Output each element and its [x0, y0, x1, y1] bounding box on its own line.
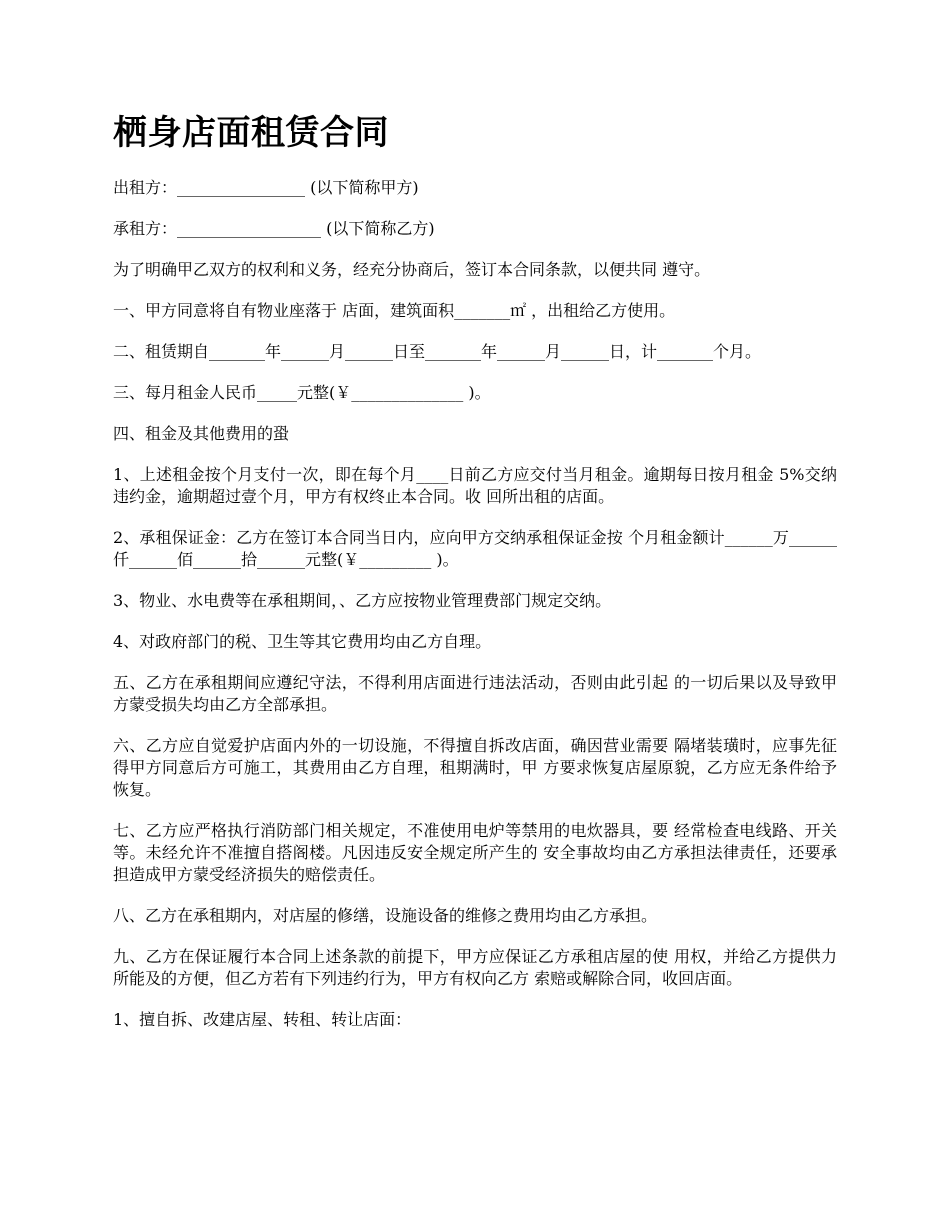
lessee-line: 承租方：__________________ (以下简称乙方) — [113, 218, 435, 238]
document-title: 栖身店面租赁合同 — [113, 113, 389, 153]
preamble: 为了明确甲乙双方的权利和义务，经充分协商后，签订本合同条款，以便共同 遵守。 — [113, 259, 711, 279]
clause-8-repairs: 八、乙方在承租期内，对店屋的修缮，设施设备的维修之费用均由乙方承担。 — [113, 905, 658, 925]
clause-5-law: 五、乙方在承租期间应遵纪守法，不得利用店面进行违法活动，否则由此引起 的一切后果以及导致甲方蒙受损失均由乙方全部承担。 — [113, 672, 837, 714]
clause-3-monthly-rent: 三、每月租金人民币_____元整(￥______________ )。 — [113, 382, 491, 402]
contract-page — [113, 112, 837, 1050]
clause-4-heading: 四、租金及其他费用的蛩 — [113, 423, 290, 443]
clause-1-premises: 一、甲方同意将自有物业座落于 店面，建筑面积_______㎡ ，出租给乙方使用。 — [113, 300, 676, 320]
clause-9-item-1: 1、擅自拆、改建店屋、转租、转让店面： — [113, 1009, 412, 1029]
clause-7-fire-safety: 七、乙方应严格执行消防部门相关规定，不准使用电炉等禁用的电炊器具，要 经常检查电线路、开关等。未经允许不准擅自搭阁楼。凡因违反安全规定所产生的 安全事故均由乙方承担法律责任，还要承担造成甲方蒙受经济损失的赔偿责任。 — [113, 820, 837, 884]
clause-4-item-1: 1、上述租金按个月支付一次，即在每个月____日前乙方应交付当月租金。逾期每日按月租金 5%交纳违约金，逾期超过壹个月，甲方有权终止本合同。收 回所出租的店面。 — [113, 464, 837, 506]
clause-6-facilities: 六、乙方应自觉爱护店面内外的一切设施，不得擅自拆改店面，确因营业需要 隔堵装璜时，应事先征得甲方同意后方可施工，其费用由乙方自理，租期满时，甲 方要求恢复店屋原貌，乙方应无条件给予恢复。 — [113, 735, 837, 799]
lessor-line: 出租方：________________ (以下简称甲方) — [113, 177, 419, 197]
clause-4-item-4: 4、对政府部门的税、卫生等其它费用均由乙方自理。 — [113, 631, 492, 651]
clause-2-lease-term: 二、租赁期自_______年______月______日至_______年______月______日，计_______个月。 — [113, 341, 762, 361]
clause-4-item-3: 3、物业、水电费等在承租期间，、乙方应按物业管理费部门规定交纳。 — [113, 590, 612, 610]
clause-4-item-2: 2、承租保证金：乙方在签订本合同当日内，应向甲方交纳承租保证金按 个月租金额计______万______仟______佰______拾______元整(￥_________ )。 — [113, 527, 837, 569]
clause-9-rights: 九、乙方在保证履行本合同上述条款的前提下，甲方应保证乙方承租店屋的使 用权，并给乙方提供力所能及的方便，但乙方若有下列违约行为，甲方有权向乙方 索赔或解除合同，收回店面。 — [113, 946, 837, 988]
